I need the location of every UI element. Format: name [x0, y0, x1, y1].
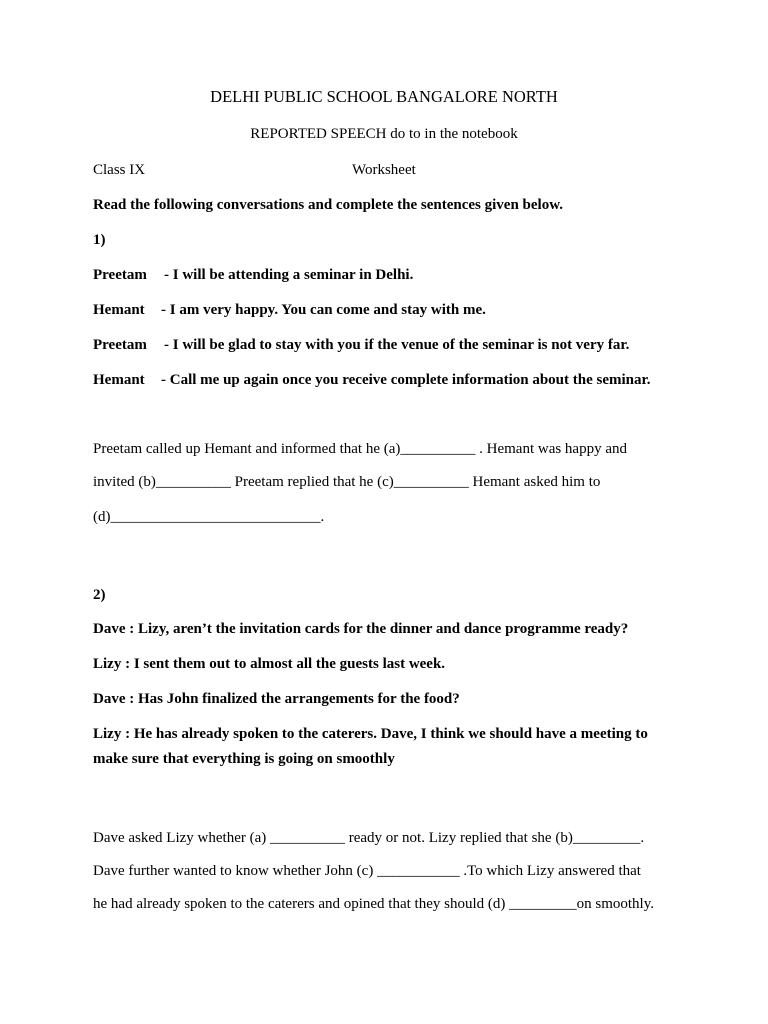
speaker-name: Hemant — [93, 372, 145, 388]
dialogue-line: Dave : Lizy, aren’t the invitation cards for the dinner and dance programme ready? — [93, 621, 629, 637]
dialogue-text: - I will be attending a seminar in Delhi. — [164, 267, 414, 283]
section-1-number: 1) — [93, 232, 106, 248]
exercise-line: (d)____________________________. — [93, 509, 325, 525]
exercise-line: invited (b)__________ Preetam replied that he (c)__________ Hemant asked him to — [93, 474, 601, 490]
dialogue-line: make sure that everything is going on smoothly — [93, 751, 395, 767]
dialogue-text: - I am very happy. You can come and stay with me. — [161, 302, 486, 318]
dialogue-text: - I will be glad to stay with you if the venue of the seminar is not very far. — [164, 337, 630, 353]
exercise-line: he had already spoken to the caterers and opined that they should (d) _________on smoothly. — [93, 896, 654, 912]
exercise-line: Dave asked Lizy whether (a) __________ ready or not. Lizy replied that she (b)_________. — [93, 830, 645, 846]
dialogue-line: Lizy : I sent them out to almost all the guests last week. — [93, 656, 446, 672]
page-title: DELHI PUBLIC SCHOOL BANGALORE NORTH — [210, 87, 558, 106]
exercise-line: Dave further wanted to know whether John (c) ___________ .To which Lizy answered that — [93, 863, 641, 879]
instructions: Read the following conversations and complete the sentences given below. — [93, 197, 563, 213]
dialogue-line: Lizy : He has already spoken to the caterers. Dave, I think we should have a meeting to — [93, 726, 648, 742]
section-2-number: 2) — [93, 587, 106, 603]
page-subtitle: REPORTED SPEECH do to in the notebook — [250, 126, 518, 142]
exercise-line: Preetam called up Hemant and informed that he (a)__________ . Hemant was happy and — [93, 441, 628, 457]
dialogue-line: Dave : Has John finalized the arrangements for the food? — [93, 691, 460, 707]
speaker-name: Hemant — [93, 302, 145, 318]
class-label: Class IX — [93, 162, 146, 178]
worksheet-label: Worksheet — [352, 162, 416, 178]
speaker-name: Preetam — [93, 267, 147, 283]
speaker-name: Preetam — [93, 337, 147, 353]
dialogue-text: - Call me up again once you receive complete information about the seminar. — [161, 372, 651, 388]
